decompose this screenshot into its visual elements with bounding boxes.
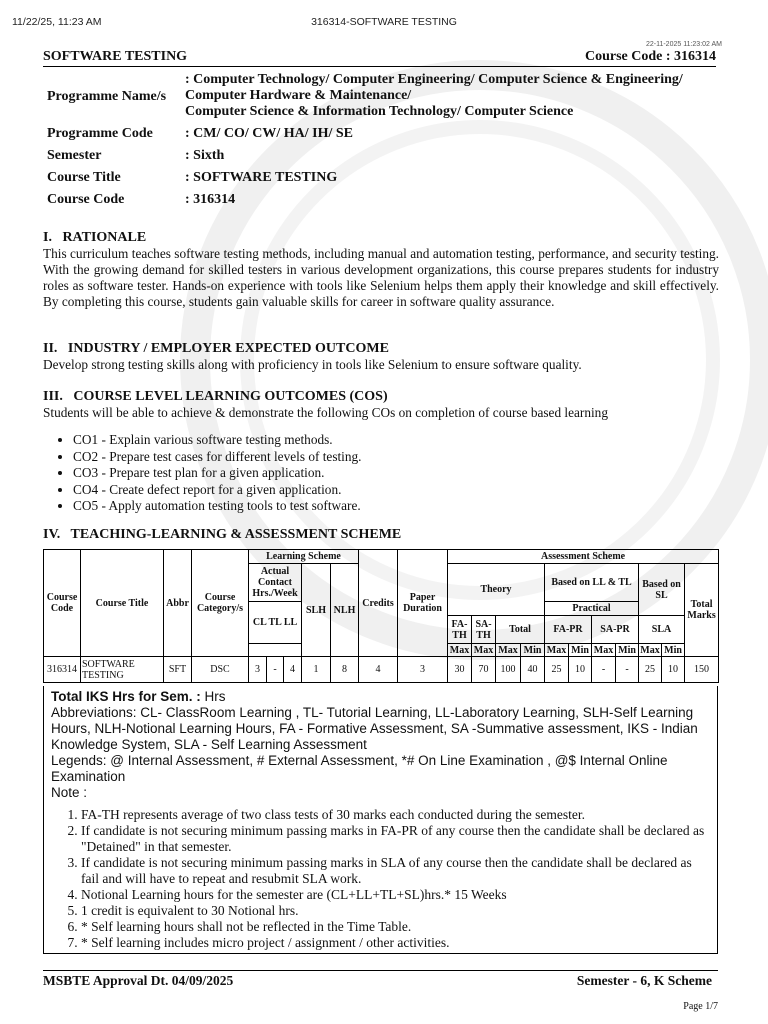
rationale-text: This curriculum teaches software testing methods, including manual and automation testing, performance, and security testing. With the growing demand for skilled testers in various development organizations, this course prepares students for industry roles as software tester. Hands-on experience with tools like Selenium helps them apply their knowledge and skill effectively. By completing this course, students gain valuable skills for career in software quality assurance. bbox=[43, 246, 719, 309]
outcome-text: Develop strong testing skills along with proficiency in tools like Selenium to ensure software quality. bbox=[43, 357, 582, 372]
cell-nlh: 8 bbox=[331, 657, 359, 683]
semester-label: Semester bbox=[47, 148, 102, 163]
rationale-heading: I. RATIONALE bbox=[43, 230, 147, 245]
th-max: Max bbox=[496, 644, 521, 657]
cell-paper: 3 bbox=[398, 657, 448, 683]
semester-scheme: Semester - 6, K Scheme bbox=[576, 973, 712, 988]
th-sa-th: SA-TH bbox=[472, 616, 496, 644]
programme-line-3: Computer Science & Information Technology/ Computer Science bbox=[185, 104, 574, 119]
co-item: • CO3 - Prepare test plan for a given application. bbox=[73, 465, 362, 482]
th-total-marks: Total Marks bbox=[685, 564, 719, 657]
note-item: 3. If candidate is not securing minimum passing marks in SLA of any course then the candidate shall be declared as fail and will have to repeat and resubmit SLA work. bbox=[81, 855, 710, 887]
th-learning-scheme: Learning Scheme bbox=[249, 550, 359, 564]
abbreviations: Abbreviations: CL- ClassRoom Learning , TL- Tutorial Learning, LL-Laboratory Learning, SLH-Self Learning Hours, NLH-Notional Learning Hours, FA - Formative Assessment, SA -Summative assessment, IKS - Indian Knowledge System, SLA - Self Learning Assessment bbox=[51, 705, 698, 752]
note-item: 5. 1 credit is equivalent to 30 Notional hrs. bbox=[81, 903, 710, 919]
course-title-value: : SOFTWARE TESTING bbox=[185, 170, 338, 185]
th-ll: LL bbox=[283, 617, 298, 628]
iks-value: Hrs bbox=[204, 689, 226, 704]
course-code-label: Course Code bbox=[47, 192, 125, 207]
th-max: Max bbox=[472, 644, 496, 657]
th-cl: CL bbox=[252, 617, 267, 628]
cell-abbr: SFT bbox=[164, 657, 192, 683]
th-paper-duration: Paper Duration bbox=[398, 550, 448, 657]
cell-total-marks: 150 bbox=[685, 657, 719, 683]
th-slh: SLH bbox=[302, 564, 331, 657]
co-item: • CO4 - Create defect report for a given application. bbox=[73, 482, 362, 499]
th-max: Max bbox=[592, 644, 616, 657]
cell-code: 316314 bbox=[44, 657, 81, 683]
course-code-value: : 316314 bbox=[185, 192, 236, 207]
scheme-heading: IV. TEACHING-LEARNING & ASSESSMENT SCHEME bbox=[43, 527, 402, 542]
cell-cl: 3 bbox=[249, 657, 267, 683]
th-max: Max bbox=[545, 644, 569, 657]
cell-credits: 4 bbox=[359, 657, 398, 683]
note-item: 1. FA-TH represents average of two class tests of 30 marks each conducted during the semester. bbox=[81, 807, 710, 823]
th-sla: SLA bbox=[639, 616, 685, 644]
cell-ll: 4 bbox=[284, 657, 302, 683]
th-fa-pr: FA-PR bbox=[545, 616, 592, 644]
th-assessment-scheme: Assessment Scheme bbox=[448, 550, 719, 564]
cell-fa-th-max: 30 bbox=[448, 657, 472, 683]
programme-line-2: Computer Hardware & Maintenance/ bbox=[185, 88, 412, 103]
th-contact-blank bbox=[249, 644, 302, 657]
semester-value: : Sixth bbox=[185, 148, 225, 163]
scheme-notes bbox=[43, 686, 718, 954]
approval-date: MSBTE Approval Dt. 04/09/2025 bbox=[43, 973, 234, 988]
cos-list bbox=[43, 432, 362, 515]
th-total: Total bbox=[496, 616, 545, 644]
print-title: 316314-SOFTWARE TESTING bbox=[311, 16, 457, 28]
th-cl-tl-ll bbox=[249, 602, 302, 644]
note-label: Note : bbox=[51, 785, 88, 800]
note-item: 7. * Self learning includes micro project / assignment / other activities. bbox=[81, 935, 710, 951]
th-course-title: Course Title bbox=[81, 550, 164, 657]
cell-fa-pr-min: 10 bbox=[569, 657, 592, 683]
th-min: Min bbox=[616, 644, 639, 657]
programme-code-value: : CM/ CO/ CW/ HA/ IH/ SE bbox=[185, 126, 354, 141]
th-abbr: Abbr bbox=[164, 550, 192, 657]
course-title-label: Course Title bbox=[47, 170, 121, 185]
th-max: Max bbox=[448, 644, 472, 657]
cell-total-max: 100 bbox=[496, 657, 521, 683]
programme-line-1: : Computer Technology/ Computer Engineering/ Computer Science & Engineering/ bbox=[185, 72, 683, 87]
th-contact-hrs: Actual Contact Hrs./Week bbox=[249, 564, 302, 602]
co-item: • CO2 - Prepare test cases for different levels of testing. bbox=[73, 449, 362, 466]
programme-code-label: Programme Code bbox=[47, 126, 153, 141]
th-course-code: Course Code bbox=[44, 550, 81, 657]
cell-sa-pr-min: - bbox=[616, 657, 639, 683]
th-min: Min bbox=[521, 644, 545, 657]
print-datetime: 11/22/25, 11:23 AM bbox=[12, 16, 102, 28]
cell-sa-pr-max: - bbox=[592, 657, 616, 683]
th-tl: TL bbox=[268, 617, 282, 628]
page-number: Page 1/7 bbox=[683, 1001, 718, 1012]
note-item: 6. * Self learning hours shall not be reflected in the Time Table. bbox=[81, 919, 710, 935]
th-theory: Theory bbox=[448, 564, 545, 616]
scheme-table bbox=[43, 549, 719, 683]
cell-cat: DSC bbox=[192, 657, 249, 683]
course-header bbox=[43, 49, 716, 67]
course-header-title: SOFTWARE TESTING bbox=[43, 49, 188, 64]
iks-label: Total IKS Hrs for Sem. : bbox=[51, 689, 205, 704]
programme-value bbox=[185, 72, 717, 120]
note-item: 2. If candidate is not securing minimum passing marks in FA-PR of any course then the candidate shall be declared as "Detained" in that semester. bbox=[81, 823, 710, 855]
cell-sa-th-max: 70 bbox=[472, 657, 496, 683]
th-min: Min bbox=[662, 644, 685, 657]
legends: Legends: @ Internal Assessment, # External Assessment, *# On Line Examination , @$ Internal Online Examination bbox=[51, 753, 668, 784]
cell-fa-pr-max: 25 bbox=[545, 657, 569, 683]
page-footer bbox=[43, 970, 718, 988]
course-header-code: Course Code : 316314 bbox=[584, 49, 716, 64]
th-category: Course Category/s bbox=[192, 550, 249, 657]
programme-label: Programme Name/s bbox=[47, 89, 167, 104]
timestamp-stamp: 22-11-2025 11:23:02 AM bbox=[645, 41, 722, 48]
th-based-ll-tl: Based on LL & TL bbox=[545, 564, 639, 602]
cell-sla-min: 10 bbox=[662, 657, 685, 683]
cos-intro: Students will be able to achieve & demonstrate the following COs on completion of course based learning bbox=[43, 405, 608, 420]
cell-total-min: 40 bbox=[521, 657, 545, 683]
course-info bbox=[47, 72, 717, 214]
outcome-heading: II. INDUSTRY / EMPLOYER EXPECTED OUTCOME bbox=[43, 341, 389, 356]
th-practical: Practical bbox=[545, 602, 639, 616]
cell-tl: - bbox=[267, 657, 284, 683]
cell-slh: 1 bbox=[302, 657, 331, 683]
cell-title: SOFTWARE TESTING bbox=[81, 657, 164, 683]
note-item: 4. Notional Learning hours for the semester are (CL+LL+TL+SL)hrs.* 15 Weeks bbox=[81, 887, 710, 903]
co-item: • CO5 - Apply automation testing tools to test software. bbox=[73, 498, 362, 515]
th-credits: Credits bbox=[359, 550, 398, 657]
cos-heading: III. COURSE LEVEL LEARNING OUTCOMES (COS) bbox=[43, 389, 388, 404]
th-fa-th: FA-TH bbox=[448, 616, 472, 644]
th-sa-pr: SA-PR bbox=[592, 616, 639, 644]
th-max: Max bbox=[640, 644, 660, 656]
note-list bbox=[51, 807, 710, 951]
cell-sla-max: 25 bbox=[639, 657, 662, 683]
th-based-sl: Based on SL bbox=[639, 564, 685, 616]
co-item: • CO1 - Explain various software testing methods. bbox=[73, 432, 362, 449]
th-nlh: NLH bbox=[331, 564, 359, 657]
th-min: Min bbox=[569, 644, 592, 657]
